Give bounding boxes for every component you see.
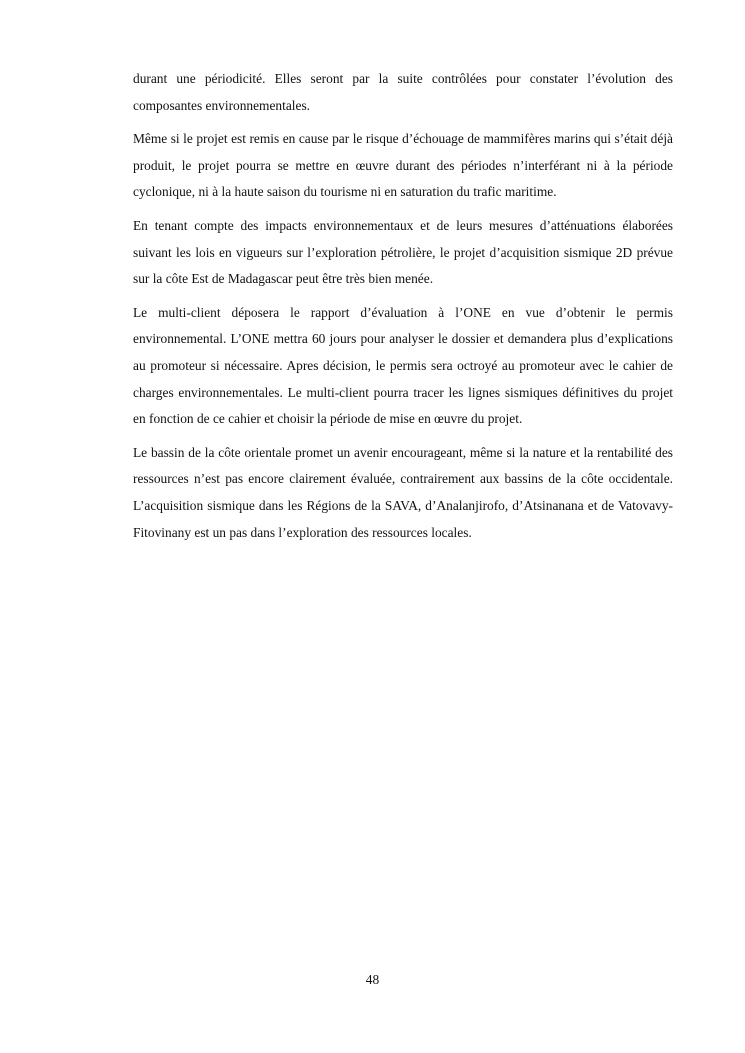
paragraph-monitoring: durant une périodicité. Elles seront par la suite contrôlées pour constater l’évolution des composantes environnementales. xyxy=(133,71,673,113)
paragraph-impact-mitigation: En tenant compte des impacts environnementaux et de leurs mesures d’atténuations élaborées suivant les lois en vigueurs sur l’exploration pétrolière, le projet d’acquisition sismique 2D prévue sur la côte Est de Madagascar peut être très bien menée. xyxy=(133,217,673,287)
paragraph-permit-process: Le multi-client déposera le rapport d’évaluation à l’ONE en vue d’obtenir le permis environnemental. L’ONE mettra 60 jours pour analyser le dossier et demandera plus d’explications au promoteur si nécessaire. Apres décision, le permis sera octroyé au promoteur avec le cahier de charges environnementales. Le multi-client pourra tracer les lignes sismiques définitives du projet en fonction de ce cahier et choisir la période de mise en œuvre du projet. xyxy=(133,304,673,427)
paragraph-project-timing: Même si le projet est remis en cause par le risque d’échouage de mammifères marins qui s’était déjà produit, le projet pourra se mettre en œuvre durant des périodes n’interférant ni à la période cyclonique, ni à la haute saison du tourisme ni en saturation du trafic maritime. xyxy=(133,131,673,200)
document-body xyxy=(133,66,673,553)
paragraph-basin-outlook: Le bassin de la côte orientale promet un avenir encourageant, même si la nature et la rentabilité des ressources n’est pas encore clairement évaluée, contrairement aux bassins de la côte occidentale. L’acquisition sismique dans les Régions de la SAVA, d’Analanjirofo, d’Atsinanana et de Vatovavy-Fitovinany est un pas dans l’exploration des ressources locales. xyxy=(133,444,673,540)
page-number: 48 xyxy=(365,972,380,987)
